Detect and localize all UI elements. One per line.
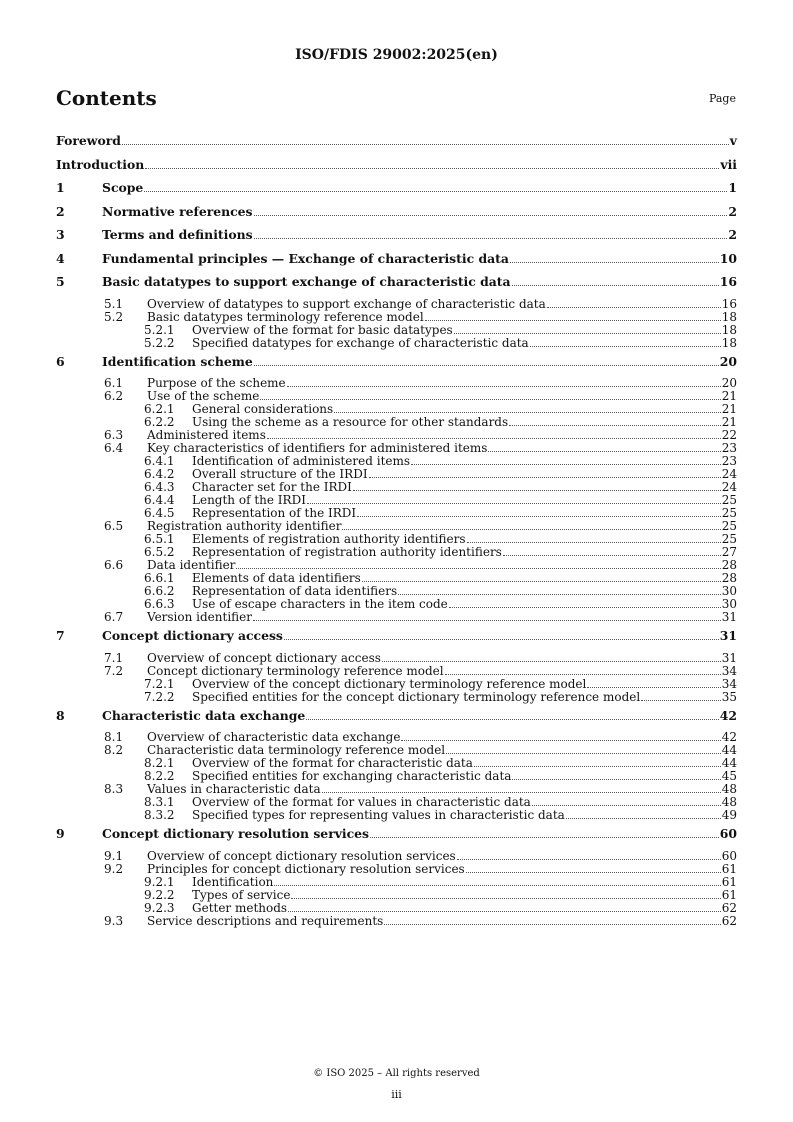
toc-entry[interactable]: [56, 311, 737, 324]
toc-entry-page: 28: [721, 571, 737, 585]
toc-leader-dots: [401, 740, 720, 741]
toc-entry-title: Normative references: [102, 203, 253, 219]
toc-entry-number: 8.3: [104, 782, 124, 796]
toc-leader-dots: [488, 451, 720, 452]
toc-entry-number: 5.2: [104, 309, 124, 324]
toc-leader-dots: [369, 477, 721, 478]
toc-entry[interactable]: [56, 691, 737, 704]
toc-leader-dots: [384, 924, 720, 925]
toc-entry[interactable]: [56, 822, 737, 846]
toc-entry[interactable]: [56, 665, 737, 678]
toc-entry-number: 6.6.2: [144, 584, 175, 598]
toc-entry-number: 5.2.1: [144, 322, 175, 337]
toc-entry-page: 34: [721, 663, 737, 678]
toc-entry[interactable]: [56, 850, 737, 863]
toc-entry-number: 6.4.2: [144, 467, 175, 481]
toc-leader-dots: [466, 872, 721, 873]
toc-entry-page: 31: [721, 610, 737, 624]
toc-entry-title: Length of the IRDI: [192, 493, 306, 507]
toc-leader-dots: [457, 859, 721, 860]
toc-entry[interactable]: [56, 678, 737, 691]
toc-leader-dots: [474, 766, 721, 767]
toc-entry-title: Elements of registration authority identifiers: [192, 532, 466, 546]
toc-entry-page: 25: [721, 493, 737, 507]
toc-entry-title: Overview of concept dictionary resolution services: [147, 848, 456, 863]
toc-entry-title: Specified entities for exchanging characteristic data: [192, 769, 512, 783]
toc-leader-dots: [641, 700, 721, 701]
toc-entry-page: 21: [721, 415, 737, 429]
toc-entry-number: 6.4.1: [144, 454, 175, 468]
toc-leader-dots: [503, 555, 721, 556]
toc-entry-title: Characteristic data terminology reference model: [147, 743, 446, 757]
toc-entry-page: 30: [721, 597, 737, 611]
toc-entry-page: 28: [721, 558, 737, 572]
toc-entry[interactable]: [56, 298, 737, 311]
toc-entry-number: 8.3.1: [144, 795, 175, 809]
toc-entry-title: Registration authority identifier: [147, 519, 342, 533]
toc-entry-title: Principles for concept dictionary resolution services: [147, 861, 465, 876]
toc-entry-page: 31: [719, 628, 737, 643]
toc-leader-dots: [587, 687, 720, 688]
toc-leader-dots: [306, 719, 718, 720]
toc-leader-dots: [254, 365, 719, 366]
toc-entry[interactable]: [56, 129, 737, 153]
toc-entry-title: Concept dictionary access: [102, 628, 283, 643]
toc-entry-title: Overview of the format for basic datatypes: [192, 322, 453, 337]
toc-entry-page: 20: [721, 376, 737, 390]
toc-entry-page: 27: [721, 545, 737, 559]
toc-entry[interactable]: [56, 902, 737, 915]
toc-entry-title: Overview of datatypes to support exchange of characteristic data: [147, 296, 546, 311]
toc-leader-dots: [382, 661, 721, 662]
toc-entry-title: Overview of the format for values in characteristic data: [192, 795, 531, 809]
toc-entry-title: Key characteristics of identifiers for administered items: [147, 441, 488, 455]
toc-leader-dots: [236, 568, 720, 569]
toc-entry[interactable]: [56, 324, 737, 337]
toc-entry-title: Data identifier: [147, 558, 236, 572]
toc-entry-page: 2: [728, 203, 737, 219]
toc-entry-number: 6.4.4: [144, 493, 175, 507]
toc-entry-title: Identification of administered items: [192, 454, 411, 468]
toc-entry-title: Administered items: [147, 428, 266, 442]
toc-entry-title: Types of service: [192, 887, 291, 902]
toc-entry-page: 21: [721, 402, 737, 416]
toc-leader-dots: [342, 529, 720, 530]
toc-leader-dots: [144, 191, 727, 192]
toc-entry-page: 20: [719, 353, 737, 369]
toc-entry-number: 7.2: [104, 663, 124, 678]
toc-entry-number: 7.2.2: [144, 689, 175, 704]
toc-entry-page: 21: [721, 389, 737, 403]
toc-entry-number: 6.5.2: [144, 545, 175, 559]
toc-leader-dots: [509, 425, 721, 426]
toc-entry-page: 30: [721, 584, 737, 598]
toc-leader-dots: [445, 674, 721, 675]
toc-entry[interactable]: [56, 704, 737, 728]
toc-entry-page: v: [729, 133, 737, 148]
toc-entry-page: 45: [721, 769, 737, 783]
toc-entry-page: 44: [721, 743, 737, 757]
toc-entry-number: 6.4.5: [144, 506, 175, 520]
toc-entry-title: Foreword: [56, 133, 121, 148]
toc-entry-number: 6.5: [104, 519, 124, 533]
table-of-contents: [56, 129, 737, 928]
toc-entry[interactable]: [56, 915, 737, 928]
toc-entry-page: 48: [721, 782, 737, 796]
toc-leader-dots: [512, 779, 720, 780]
toc-entry-title: Specified datatypes for exchange of characteristic data: [192, 335, 529, 350]
toc-entry-number: 5: [56, 274, 65, 289]
toc-entry-title: Getter methods: [192, 900, 288, 915]
toc-entry-number: 4: [56, 250, 65, 266]
toc-leader-dots: [398, 594, 721, 595]
toc-entry-number: 6.4.3: [144, 480, 175, 494]
toc-leader-dots: [288, 911, 721, 912]
toc-leader-dots: [145, 168, 719, 169]
toc-entry-title: Concept dictionary resolution services: [102, 826, 370, 841]
toc-entry-page: 18: [721, 322, 737, 337]
toc-leader-dots: [334, 412, 721, 413]
toc-entry-title: Character set for the IRDI: [192, 480, 352, 494]
toc-entry-page: 61: [721, 887, 737, 902]
toc-entry[interactable]: [56, 809, 737, 822]
toc-entry-title: Overview of characteristic data exchange: [147, 730, 401, 744]
toc-entry-page: 61: [721, 874, 737, 889]
toc-entry-number: 8.2.1: [144, 756, 175, 770]
toc-entry-title: Representation of data identifiers: [192, 584, 398, 598]
toc-entry-number: 9.1: [104, 848, 124, 863]
toc-leader-dots: [425, 320, 721, 321]
toc-leader-dots: [353, 490, 721, 491]
toc-entry-title: Basic datatypes to support exchange of characteristic data: [102, 274, 511, 289]
toc-entry-number: 9.2.2: [144, 887, 175, 902]
toc-entry-number: 6.3: [104, 428, 124, 442]
toc-entry-page: 25: [721, 519, 737, 533]
toc-entry[interactable]: [56, 863, 737, 876]
toc-entry[interactable]: [56, 153, 737, 177]
toc-leader-dots: [260, 399, 720, 400]
toc-entry-number: 3: [56, 227, 65, 242]
toc-entry-page: 42: [719, 707, 737, 723]
toc-leader-dots: [274, 885, 720, 886]
toc-entry[interactable]: [56, 876, 737, 889]
toc-leader-dots: [454, 333, 721, 334]
toc-entry-number: 6.7: [104, 610, 124, 624]
toc-leader-dots: [370, 837, 719, 838]
toc-entry-page: 25: [721, 506, 737, 520]
toc-entry-page: 16: [719, 274, 737, 289]
toc-entry-page: 24: [721, 467, 737, 481]
page-number: iii: [391, 1088, 402, 1101]
toc-entry[interactable]: [56, 889, 737, 902]
toc-entry-title: Representation of registration authority identifiers: [192, 545, 502, 559]
toc-entry-page: 23: [721, 454, 737, 468]
toc-leader-dots: [267, 438, 721, 439]
toc-entry-page: 60: [721, 848, 737, 863]
toc-entry-title: Values in characteristic data: [147, 782, 321, 796]
toc-entry-number: 6.1: [104, 376, 124, 390]
toc-leader-dots: [566, 818, 721, 819]
toc-leader-dots: [449, 607, 721, 608]
toc-entry-title: Identification: [192, 874, 274, 889]
document-header: ISO/FDIS 29002:2025(en): [295, 47, 498, 63]
toc-entry-page: 61: [721, 861, 737, 876]
toc-entry-number: 6.4: [104, 441, 124, 455]
toc-entry-title: Elements of data identifiers: [192, 571, 361, 585]
toc-leader-dots: [532, 805, 721, 806]
toc-entry-number: 8.3.2: [144, 808, 175, 822]
toc-entry-number: 9.2.1: [144, 874, 175, 889]
toc-entry-number: 7.1: [104, 650, 124, 665]
toc-entry-title: Service descriptions and requirements: [147, 913, 384, 928]
toc-entry-number: 6.6.3: [144, 597, 175, 611]
copyright-notice: © ISO 2025 – All rights reserved: [313, 1068, 480, 1079]
toc-entry-title: Using the scheme as a resource for other standards: [192, 415, 509, 429]
toc-entry-page: 2: [728, 227, 737, 242]
toc-entry-page: 22: [721, 428, 737, 442]
toc-entry-title: Specified types for representing values in characteristic data: [192, 808, 565, 822]
toc-entry-number: 9: [56, 826, 65, 841]
toc-entry[interactable]: [56, 350, 737, 374]
toc-leader-dots: [530, 346, 721, 347]
toc-leader-dots: [287, 386, 721, 387]
toc-entry-number: 6.2.1: [144, 402, 175, 416]
toc-entry[interactable]: [56, 270, 737, 294]
toc-entry-number: 6.6.1: [144, 571, 175, 585]
toc-entry-page: 62: [721, 900, 737, 915]
toc-entry-title: Overview of the format for characteristic data: [192, 756, 473, 770]
toc-entry-title: Use of escape characters in the item code: [192, 597, 448, 611]
toc-leader-dots: [547, 307, 721, 308]
toc-entry[interactable]: [56, 624, 737, 648]
toc-leader-dots: [284, 639, 719, 640]
toc-entry-title: Identification scheme: [102, 353, 253, 369]
toc-entry[interactable]: [56, 176, 737, 200]
toc-entry-number: 7.2.1: [144, 676, 175, 691]
toc-entry-page: 24: [721, 480, 737, 494]
toc-leader-dots: [411, 464, 721, 465]
toc-entry-title: Terms and definitions: [102, 227, 253, 242]
toc-leader-dots: [322, 792, 721, 793]
toc-entry[interactable]: [56, 337, 737, 350]
toc-entry-title: Scope: [102, 180, 144, 195]
toc-leader-dots: [446, 753, 721, 754]
toc-entry[interactable]: [56, 611, 737, 624]
toc-entry-number: 6.5.1: [144, 532, 175, 546]
toc-entry-title: Specified entities for the concept dictionary terminology reference model: [192, 689, 641, 704]
toc-entry-number: 9.2: [104, 861, 124, 876]
toc-leader-dots: [122, 144, 729, 145]
toc-leader-dots: [510, 262, 719, 263]
toc-entry-page: 44: [721, 756, 737, 770]
toc-entry-page: 34: [721, 676, 737, 691]
toc-entry-number: 6.6: [104, 558, 124, 572]
toc-entry-title: Use of the scheme: [147, 389, 260, 403]
toc-entry-page: vii: [720, 156, 737, 172]
toc-leader-dots: [254, 215, 728, 216]
toc-entry[interactable]: [56, 200, 737, 224]
toc-entry-number: 9.2.3: [144, 900, 175, 915]
toc-entry-number: 5.2.2: [144, 335, 175, 350]
toc-leader-dots: [512, 285, 719, 286]
toc-entry-title: Purpose of the scheme: [147, 376, 286, 390]
toc-entry-number: 6.2.2: [144, 415, 175, 429]
toc-entry-page: 60: [719, 826, 737, 841]
toc-entry-number: 8: [56, 707, 65, 723]
toc-entry-number: 5.1: [104, 296, 124, 311]
toc-entry-title: Fundamental principles — Exchange of characteristic data: [102, 250, 509, 266]
toc-entry[interactable]: [56, 652, 737, 665]
toc-entry-number: 6.2: [104, 389, 124, 403]
toc-entry-title: Concept dictionary terminology reference model: [147, 663, 444, 678]
toc-entry-number: 9.3: [104, 913, 124, 928]
toc-entry-title: Basic datatypes terminology reference model: [147, 309, 424, 324]
toc-entry-page: 31: [721, 650, 737, 665]
toc-entry-title: Characteristic data exchange: [102, 707, 306, 723]
toc-entry-title: Overall structure of the IRDI: [192, 467, 368, 481]
toc-entry-number: 8.2: [104, 743, 124, 757]
toc-entry-title: Introduction: [56, 156, 145, 172]
toc-leader-dots: [467, 542, 721, 543]
toc-leader-dots: [362, 581, 721, 582]
toc-entry[interactable]: [56, 247, 737, 271]
toc-entry-page: 48: [721, 795, 737, 809]
toc-entry-number: 1: [56, 180, 65, 195]
toc-entry-page: 42: [721, 730, 737, 744]
toc-entry-page: 23: [721, 441, 737, 455]
toc-entry-title: Overview of the concept dictionary terminology reference model: [192, 676, 587, 691]
contents-heading: Contents: [56, 86, 157, 110]
toc-entry-number: 6: [56, 353, 65, 369]
toc-entry-page: 25: [721, 532, 737, 546]
toc-entry-number: 8.2.2: [144, 769, 175, 783]
toc-entry-number: 2: [56, 203, 65, 219]
toc-entry-page: 35: [721, 689, 737, 704]
toc-leader-dots: [253, 620, 721, 621]
toc-entry-title: Version identifier: [147, 610, 253, 624]
toc-leader-dots: [291, 898, 720, 899]
toc-entry[interactable]: [56, 223, 737, 247]
toc-entry-page: 18: [721, 309, 737, 324]
toc-entry-page: 62: [721, 913, 737, 928]
toc-leader-dots: [254, 238, 728, 239]
toc-entry-page: 18: [721, 335, 737, 350]
toc-entry-page: 10: [719, 250, 737, 266]
toc-entry-number: 7: [56, 628, 65, 643]
toc-entry-page: 1: [728, 180, 737, 195]
toc-entry-number: 8.1: [104, 730, 124, 744]
page-column-label: Page: [708, 92, 736, 105]
toc-entry-page: 49: [721, 808, 737, 822]
toc-leader-dots: [357, 516, 721, 517]
toc-entry-page: 16: [721, 296, 737, 311]
toc-entry-title: Representation of the IRDI: [192, 506, 357, 520]
toc-entry-title: Overview of concept dictionary access: [147, 650, 381, 665]
toc-entry-title: General considerations: [192, 402, 334, 416]
toc-leader-dots: [307, 503, 721, 504]
